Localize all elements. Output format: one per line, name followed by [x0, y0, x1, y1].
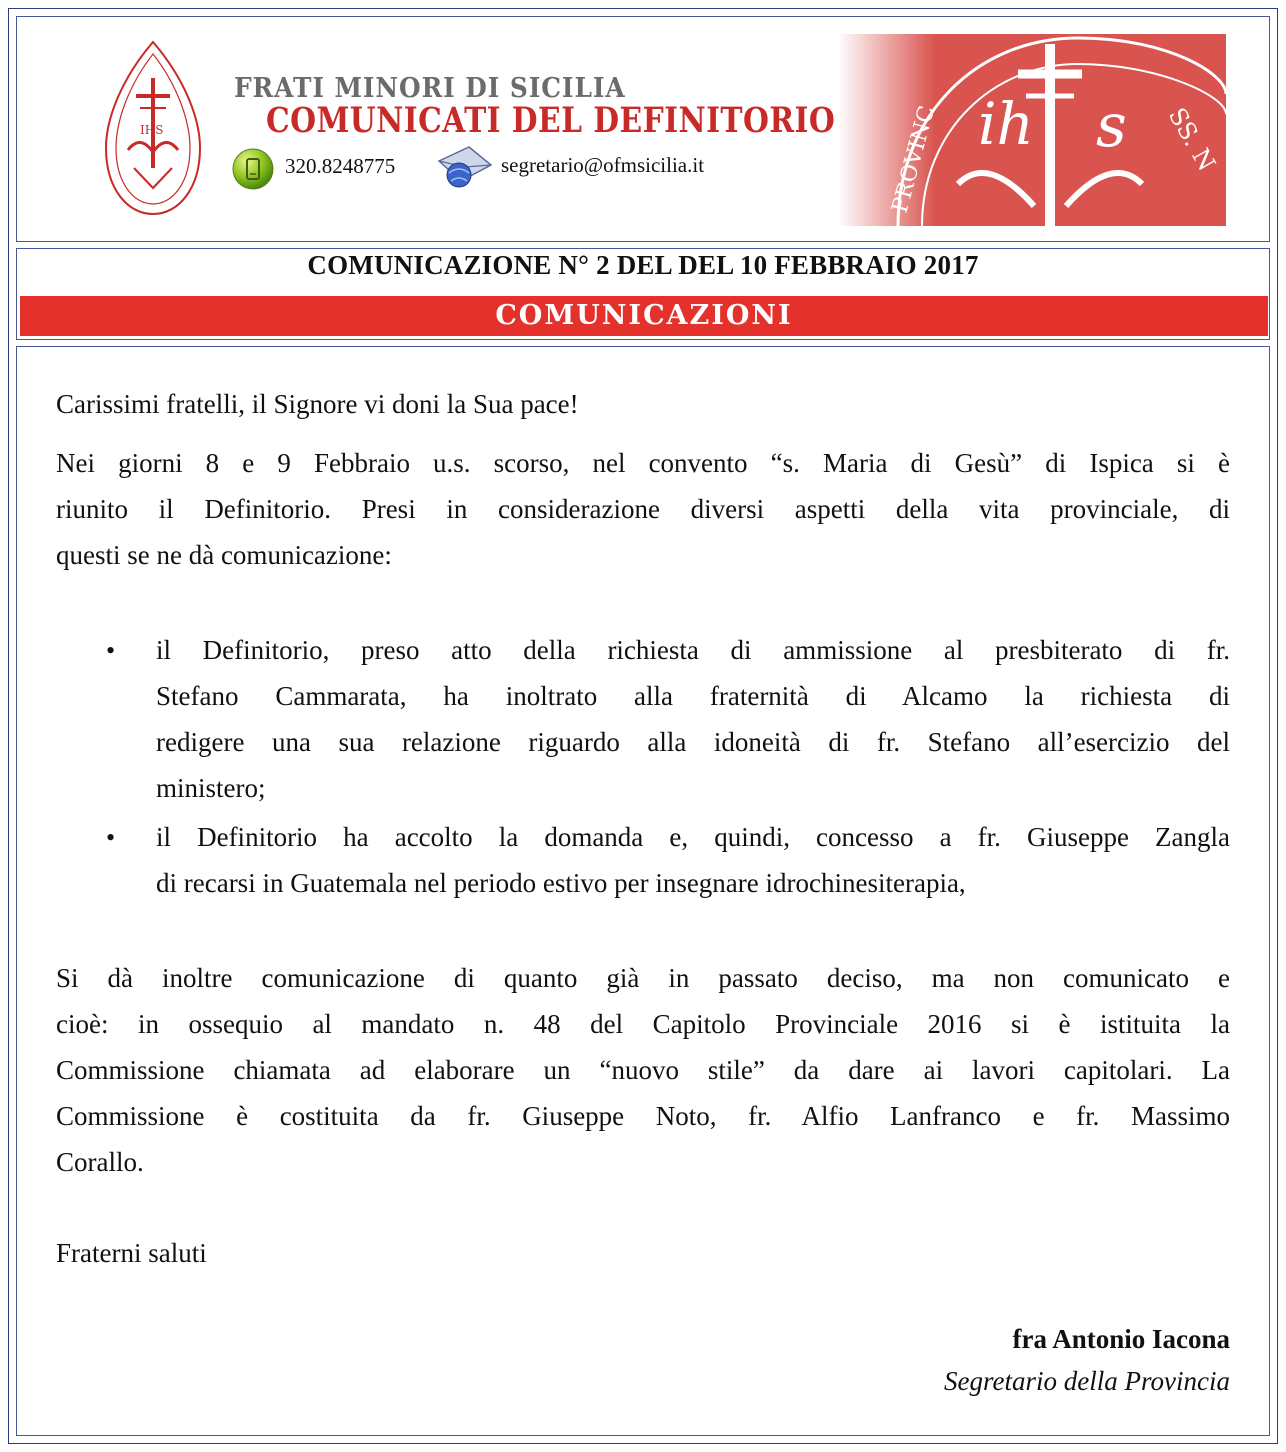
- further-line: Commissione è costituita da fr. Giuseppe Noto, fr. Alfio Lanfranco e fr. Massimo: [56, 1101, 1230, 1131]
- closing: Fraterni saluti: [56, 1238, 207, 1268]
- email-address: segretario@ofmsicilia.it: [501, 153, 705, 177]
- phone-number: 320.8248775: [285, 154, 396, 178]
- bullet-line: il Definitorio ha accolto la domanda e, quindi, concesso a fr. Giuseppe Zangla: [156, 822, 1230, 852]
- bullet-line: ministero;: [156, 773, 266, 803]
- bullet-marker: •: [106, 636, 116, 665]
- brand-subtitle: FRATI MINORI DI SICILIA: [234, 73, 626, 104]
- svg-text:IHS: IHS: [140, 123, 164, 137]
- phone-icon: [231, 147, 275, 191]
- email-icon: [435, 141, 495, 191]
- bullet-line: di recarsi in Guatemala nel periodo estivo per insegnare idrochinesiterapia,: [156, 868, 966, 898]
- section-bar: COMUNICAZIONI: [20, 296, 1268, 336]
- further-line: Si dà inoltre comunicazione di quanto già in passato deciso, ma non comunicato e: [56, 963, 1230, 993]
- intro-line: Nei giorni 8 e 9 Febbraio u.s. scorso, nel convento “s. Maria di Gesù” di Ispica si è: [56, 448, 1230, 478]
- intro-line: questi se ne dà comunicazione:: [56, 540, 392, 570]
- communication-title: COMUNICAZIONE N° 2 DEL DEL 10 FEBBRAIO 2017: [307, 250, 979, 280]
- bullet-marker: •: [106, 823, 116, 852]
- bullet-line: redigere una sua relazione riguardo alla idoneità di fr. Stefano all’esercizio del: [156, 727, 1230, 757]
- brand-title: COMUNICATI DEL DEFINITORIO: [266, 100, 836, 141]
- signature-role: Segretario della Provincia: [944, 1366, 1230, 1396]
- large-seal-watermark-icon: [838, 34, 1226, 226]
- greeting: Carissimi fratelli, il Signore vi doni la Sua pace!: [56, 389, 579, 419]
- bullet-line: Stefano Cammarata, ha inoltrato alla fraternità di Alcamo la richiesta di: [156, 681, 1230, 711]
- further-line: cioè: in ossequio al mandato n. 48 del Capitolo Provinciale 2016 si è istituita la: [56, 1009, 1230, 1039]
- signature-name: fra Antonio Iacona: [1012, 1324, 1230, 1354]
- further-line: Corallo.: [56, 1147, 144, 1177]
- further-line: Commissione chiamata ad elaborare un “nuovo stile” da dare ai lavori capitolari. La: [56, 1055, 1230, 1085]
- seal-logo-icon: [104, 38, 202, 218]
- intro-line: [56, 486, 1230, 532]
- intro-line-text: riunito il Definitorio. Presi in considerazione diversi aspetti della vita provinciale, di: [56, 494, 1230, 524]
- bullet-line: il Definitorio, preso atto della richiesta di ammissione al presbiterato di fr.: [156, 635, 1230, 665]
